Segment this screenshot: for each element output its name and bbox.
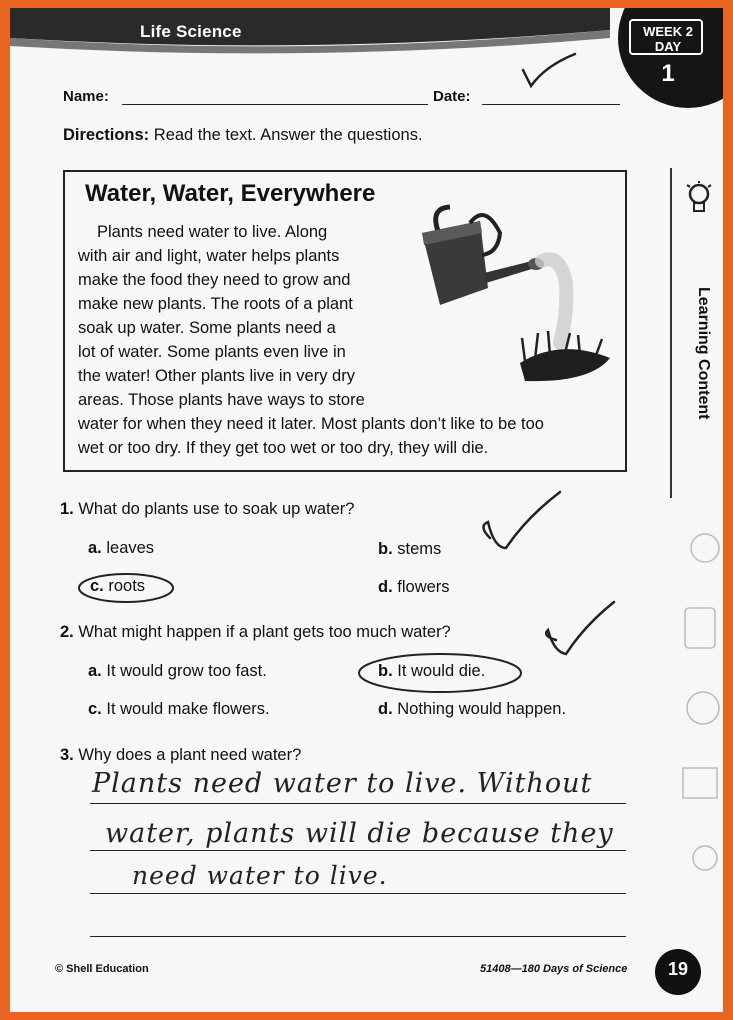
question-number: 2.	[60, 623, 74, 641]
option-letter: a.	[88, 662, 102, 680]
passage-line: with air and light, water helps plants	[78, 247, 340, 265]
date-label: Date:	[433, 88, 471, 105]
page-number: 19	[667, 959, 689, 979]
question-1	[60, 500, 354, 519]
section-label: Life Science	[140, 22, 242, 41]
day-number: 1	[661, 60, 675, 87]
passage-line: the water! Other plants live in very dry	[78, 367, 355, 385]
directions-text: Read the text. Answer the questions.	[153, 126, 423, 144]
option-text: It would die.	[397, 662, 486, 680]
directions-label: Directions:	[63, 126, 150, 144]
week-label: WEEK 2	[643, 24, 693, 39]
footer-publisher: © Shell Education	[55, 963, 149, 975]
answer-line[interactable]	[90, 850, 626, 851]
option-letter: c.	[88, 700, 102, 718]
answer-line[interactable]	[90, 803, 626, 804]
answer-circle-q1	[76, 571, 176, 605]
q1-option-d[interactable]	[378, 578, 450, 597]
option-text: It would make flowers.	[106, 700, 270, 718]
side-tab-label: Learning Content	[695, 287, 712, 420]
option-letter: b.	[378, 662, 393, 680]
option-text: flowers	[397, 578, 450, 596]
option-text: roots	[108, 577, 146, 595]
answer-line[interactable]	[90, 936, 626, 937]
directions	[63, 126, 423, 145]
passage-line: lot of water. Some plants even live in	[78, 343, 346, 361]
day-label: DAY	[654, 39, 682, 54]
date-field[interactable]	[482, 104, 620, 105]
question-text: What might happen if a plant gets too much water?	[78, 623, 451, 641]
option-text: Nothing would happen.	[397, 700, 567, 718]
passage-line: areas. Those plants have ways to store	[78, 391, 365, 409]
question-text: Why does a plant need water?	[78, 746, 302, 764]
option-text: stems	[397, 540, 442, 558]
handwritten-answer-line: water, plants will die because they	[105, 818, 614, 849]
question-2	[60, 623, 451, 642]
option-letter: d.	[378, 578, 393, 596]
worksheet-page	[10, 8, 723, 1012]
q1-option-b[interactable]	[378, 540, 441, 559]
q2-option-c[interactable]	[88, 700, 270, 719]
question-number: 1.	[60, 500, 74, 518]
name-label: Name:	[63, 88, 109, 105]
question-text: What do plants use to soak up water?	[78, 500, 355, 518]
footer-book-title: 51408—180 Days of Science	[480, 963, 628, 975]
option-letter: c.	[90, 577, 104, 595]
passage-line: make new plants. The roots of a plant	[78, 295, 353, 313]
lightbulb-icon	[685, 181, 713, 217]
background-doodles	[675, 508, 723, 928]
passage-line: wet or too dry. If they get too wet or too dry, they will die.	[78, 439, 489, 457]
passage-title: Water, Water, Everywhere	[85, 180, 376, 207]
q2-option-a[interactable]	[88, 662, 267, 681]
passage-line: Plants need water to live. Along	[97, 223, 328, 241]
answer-line[interactable]	[90, 893, 626, 894]
q1-option-a[interactable]	[88, 539, 154, 558]
option-letter: b.	[378, 540, 393, 558]
q2-option-d[interactable]	[378, 700, 566, 719]
handwritten-answer-line: need water to live.	[132, 861, 388, 890]
handwritten-answer-line: Plants need water to live. Without	[92, 768, 593, 799]
passage-line: make the food they need to grow and	[78, 271, 351, 289]
option-letter: d.	[378, 700, 393, 718]
question-3	[60, 746, 301, 765]
teacher-checkmark-q2	[540, 596, 620, 666]
passage-line: water for when they need it later. Most plants don’t like to be too	[78, 415, 544, 433]
option-text: It would grow too fast.	[106, 662, 267, 680]
option-letter: a.	[88, 539, 102, 557]
teacher-checkmark-top	[515, 48, 585, 98]
watering-can-illustration	[410, 193, 620, 393]
question-number: 3.	[60, 746, 74, 764]
passage-line: soak up water. Some plants need a	[78, 319, 336, 337]
week-day-badge	[608, 8, 723, 108]
name-field[interactable]	[122, 104, 428, 105]
teacher-checkmark-q1	[476, 488, 566, 558]
answer-circle-q2	[355, 650, 525, 696]
option-text: leaves	[106, 539, 155, 557]
